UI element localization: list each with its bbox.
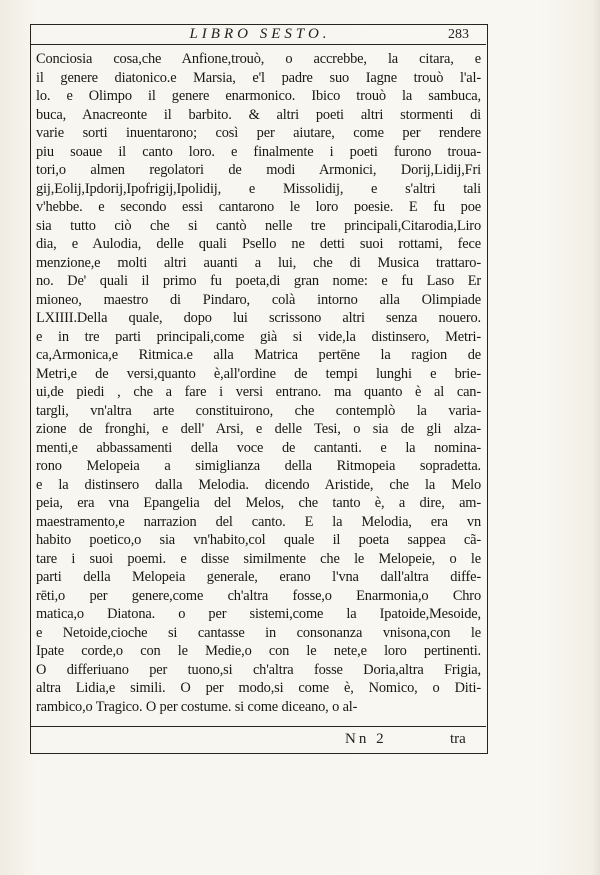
text-line: rambico,o Tragico. O per costume. si come diceano, o al- <box>36 698 358 715</box>
text-line: lo. e Olimpo il genere enarmonico. Ibico trouò la sambuca, <box>36 88 481 104</box>
text-line: tare i suoi poemi. e disse similmente che le Melopeie, o le <box>36 550 481 567</box>
text-line: e Netoide,cioche si cantasse in consonanza vnisona,con le <box>36 624 481 641</box>
signature-mark: Nn 2 <box>345 731 387 747</box>
text-line: altra Lidia,e simili. O per modo,si come è, Nomico, o Diti- <box>36 680 481 696</box>
text-line: Conciosia cosa,che Anfione,trouò, o accrebbe, la citara, e <box>36 51 481 67</box>
footer-rule <box>30 726 486 727</box>
text-line: targli, vn'altra arte constituirono, che contemplò la varia- <box>36 402 481 419</box>
text-line: ca,Armonica,e Ritmica.e alla Matrica pertēne la ragion de <box>36 347 481 363</box>
text-line: matica,o Diatona. o per sistemi,come la Ipatoide,Mesoide, <box>36 606 481 622</box>
text-line: tori,o almen regolatori de modi Armonici, Dorij,Lidij,Fri <box>36 162 481 178</box>
text-line: habito poetico,o sia vn'habito,col quale il poeta sappea cã- <box>36 532 481 548</box>
text-line: LXIIII.Della quale, dopo lui scrissono altri senza nouero. <box>36 310 481 326</box>
text-line: sia tutto ciò che si cantò nelle tre principali,Citarodia,Liro <box>36 217 481 234</box>
text-line: rēti,o per genere,come ch'altra fosse,o Enarmonia,o Chro <box>36 587 481 604</box>
text-line: Metri,e de versi,quanto è,all'ordine de tempi lunghi e brie- <box>36 365 481 382</box>
running-title: LIBRO SESTO. <box>189 26 331 42</box>
page-edge-shadow <box>592 0 600 875</box>
text-line: zione de fronghi, e dell' Arsi, e delle Tesi, o sia de gli alza- <box>36 421 481 437</box>
text-line: parti della Melopeia generale, erano l'vna dall'altra diffe- <box>36 569 481 585</box>
text-line: maestramento,e narrazion del canto. E la Melodia, era vn <box>36 513 481 530</box>
text-line: menti,e abbassamenti della voce de cantanti. e la nomina- <box>36 439 481 456</box>
text-line: no. De' quali il primo fu poeta,di gran nome: e fu Laso Er <box>36 273 481 289</box>
body-text <box>36 50 481 716</box>
text-line: gij,Eolij,Ipdorij,Ipofrigij,Ipolidij, e Missolidij, e s'altri tali <box>36 180 481 197</box>
text-line: il genere diatonico.e Marsia, e'l padre suo Iagne trouò l'al- <box>36 69 481 86</box>
text-line: ui,de piedi , che a fare i versi entrano. ma quanto è al can- <box>36 384 481 400</box>
catchword: tra <box>450 731 466 747</box>
text-line: buca, Anacreonte il barbito. & altri poeti altri stormenti di <box>36 106 481 123</box>
text-line: Ipate corde,o con le Medie,o con le nete,e loro pertinenti. <box>36 643 481 659</box>
page-number: 283 <box>448 27 469 42</box>
text-line: peia, era vna Epangelia del Melos, che tanto è, a dire, am- <box>36 495 481 511</box>
text-line: piu soaue il canto loro. e finalmente i poeti furono troua- <box>36 143 481 160</box>
text-line: e in tre parti principali,come già si vide,la distinsero, Metri- <box>36 328 481 345</box>
text-line: rono Melopeia a simiglianza della Ritmopeia sopradetta. <box>36 458 481 474</box>
header-rule <box>30 44 486 45</box>
text-line: O differiuano per tuono,si ch'altra fosse Doria,altra Frigia, <box>36 661 481 678</box>
text-line: e la distinsero dalla Melodia. dicendo Aristide, che la Melo <box>36 476 481 493</box>
text-line: dia, e Aulodia, delle quali Psello ne detti suoi rottami, fece <box>36 236 481 252</box>
text-line: menzione,e molti altri auanti a lui, che di Musica trattaro- <box>36 254 481 271</box>
text-line: varie sorti inuentarono; così per aiutare, come per rendere <box>36 125 481 141</box>
text-line: mioneo, maestro di Pindaro, colà intorno alla Olimpiade <box>36 291 481 308</box>
text-line: v'hebbe. e secondo essi cantarono le loro poesie. E fu poe <box>36 199 481 215</box>
